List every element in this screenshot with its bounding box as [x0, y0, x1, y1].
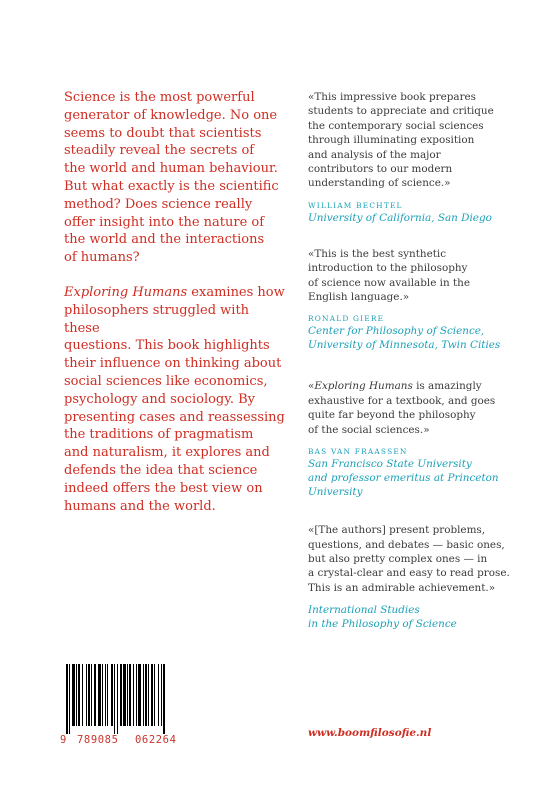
barcode-bar [120, 664, 122, 726]
barcode-bar [88, 664, 90, 726]
reviewer-affiliation: International Studies in the Philosophy of Science [308, 604, 457, 631]
isbn-digits-group-2: 062264 [135, 734, 177, 746]
barcode-bar [111, 664, 113, 726]
barcode-bar [72, 664, 75, 726]
book-title: Exploring Humans [314, 380, 413, 393]
isbn-barcode [58, 662, 193, 748]
description-paragraph-1: Science is the most powerful generator of knowledge. No one seems to doubt that scientists steadily reveal the secrets of the world and human behaviour. But what exactly is the scientific method? Does science really offer insight into the nature of the world and the interactions of humans? [64, 90, 279, 266]
barcode-bar [123, 664, 126, 726]
barcode-bar [94, 664, 96, 726]
review-quote: «This impressive book prepares students to appreciate and critique the contemporary social sciences through illuminating exposition and analysis of the major contributors to our modern understanding of science.» [308, 91, 494, 190]
reviewer-name: WILLIAM BECHTEL [308, 200, 403, 210]
isbn-digits-prefix: 9 [60, 734, 67, 746]
barcode-bar [98, 664, 101, 726]
barcode-bar [163, 664, 165, 734]
reviewer-affiliation: University of California, San Diego [308, 211, 492, 224]
barcode-bar [136, 664, 137, 726]
barcode-bar [91, 664, 92, 726]
reviewer-name: RONALD GIERE [308, 314, 385, 324]
barcode-bar [143, 664, 144, 726]
book-description [64, 89, 286, 515]
barcode-bar [161, 664, 162, 726]
barcode-bar [102, 664, 103, 726]
review-quote: «[The authors] present problems, questions, and debates — basic ones, but also pretty complex ones — in a crystal-clear and easy to read prose. This is an admirable achievement.» [308, 524, 510, 594]
review-1 [308, 90, 513, 225]
review-quote: «This is the best synthetic introduction to the philosophy of science now available in the English language.» [308, 247, 470, 304]
reviewer-affiliation: San Francisco State University and professor emeritus at Princeton University [308, 458, 499, 499]
reviewer-affiliation: Center for Philosophy of Science, University of Minnesota, Twin Cities [308, 325, 501, 352]
barcode-bar [151, 664, 153, 726]
barcode-bar [158, 664, 159, 726]
barcode-bar [145, 664, 147, 726]
reviewer-name: BAS VAN FRAASSEN [308, 447, 408, 457]
barcode-bar [114, 664, 115, 734]
barcode-bar [154, 664, 155, 726]
barcode-bar [105, 664, 106, 726]
description-paragraph-2: Exploring Humans examines how philosophers struggled with these questions. This book highlights their influence on thinking about social sciences like economics, psychology and sociology. By presenting cases and reassessing the traditions of pragmatism and naturalism, it explores and defends the idea that science indeed offers the best view on humans and the world. [64, 284, 285, 514]
isbn-digits-group-1: 789085 [77, 734, 119, 746]
barcode-bar [129, 664, 131, 726]
barcode-bar [133, 664, 134, 726]
barcode-bar [127, 664, 128, 726]
barcode-bar [66, 664, 68, 734]
barcode-bars [58, 662, 193, 734]
review-4 [308, 523, 513, 631]
barcode-bar [86, 664, 87, 726]
barcode-bar [76, 664, 77, 726]
barcode-bar [148, 664, 149, 726]
barcode-bar [117, 664, 118, 734]
barcode-bar [78, 664, 80, 726]
barcode-bar [138, 664, 141, 726]
barcode-bar [69, 664, 70, 734]
barcode-bar [107, 664, 108, 726]
book-title: Exploring Humans [64, 284, 188, 300]
review-quote: «Exploring Humans is amazingly exhaustive for a textbook, and goes quite far beyond the philosophy of the social sciences.» [308, 380, 496, 436]
review-2 [308, 247, 513, 353]
barcode-bar [82, 664, 83, 726]
review-3 [308, 379, 513, 499]
reviews-column [308, 90, 513, 654]
publisher-website: www.boomfilosofie.nl [308, 727, 432, 739]
